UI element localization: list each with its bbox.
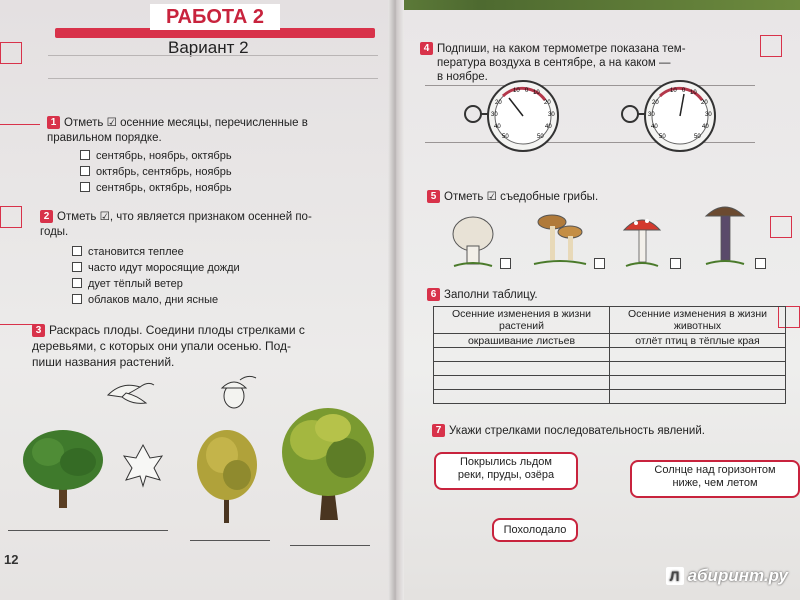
table-cell[interactable]: [610, 376, 786, 390]
checkbox[interactable]: [72, 294, 82, 304]
watermark-logo: Л: [666, 567, 684, 585]
task-1-options: [80, 148, 232, 196]
scale-label: 50: [694, 134, 701, 140]
table-row: [434, 376, 786, 390]
table-cell[interactable]: [434, 348, 610, 362]
table-cell[interactable]: [610, 390, 786, 404]
mushroom-icon: [620, 210, 665, 270]
option-label: сентябрь, ноябрь, октябрь: [96, 150, 232, 162]
task-4-text-2: пература воздуха в сентябре, а на каком —: [437, 57, 671, 69]
column-header: Осенние изменения в жизни животных: [610, 307, 786, 334]
mushroom-icon: [448, 212, 498, 270]
option[interactable]: [72, 292, 240, 308]
table-cell[interactable]: [434, 362, 610, 376]
option[interactable]: [72, 244, 240, 260]
page-title: РАБОТА 2: [150, 4, 280, 30]
table-row: [434, 390, 786, 404]
option-label: облаков мало, дни ясные: [88, 294, 219, 306]
event-box-text: Покрылись льдом: [460, 456, 552, 468]
margin-line: [0, 124, 40, 125]
task-1: [47, 116, 382, 146]
task-3-text-3: пиши названия растений.: [32, 355, 175, 369]
thermometer-icon: [612, 80, 722, 155]
scale-label: 30: [648, 112, 655, 118]
tree-icon: [18, 420, 108, 510]
checkbox[interactable]: [670, 258, 681, 269]
table-cell[interactable]: [610, 362, 786, 376]
table-cell[interactable]: [434, 390, 610, 404]
task-2-text-2: годы.: [40, 226, 69, 238]
task-3-text: Раскрась плоды. Соедини плоды стрелками с: [49, 323, 305, 337]
tree-icon: [278, 400, 378, 525]
mushroom-icon: [530, 208, 590, 270]
page-number: 12: [4, 552, 19, 567]
scale-label: 20: [652, 100, 659, 106]
task-number: 2: [40, 210, 53, 223]
fill-in-table: [433, 306, 786, 404]
option-label: сентябрь, октябрь, ноябрь: [96, 182, 232, 194]
option-label: становится теплее: [88, 246, 184, 258]
task-5: [427, 190, 598, 205]
scale-label: 40: [651, 124, 658, 130]
task-5-text: Отметь ☑ съедобные грибы.: [444, 191, 599, 203]
task-3: [32, 322, 382, 370]
checkbox[interactable]: [80, 182, 90, 192]
checkbox[interactable]: [72, 278, 82, 288]
watermark: [666, 566, 788, 586]
option-label: дует тёплый ветер: [88, 278, 183, 290]
checkbox[interactable]: [80, 166, 90, 176]
scale-label: 20: [701, 100, 708, 106]
scale-label: 20: [495, 100, 502, 106]
scale-label: 10: [670, 88, 677, 94]
table-cell[interactable]: [610, 348, 786, 362]
watermark-text: абиринт.ру: [687, 566, 788, 585]
margin-square: [0, 206, 22, 228]
task-7: [432, 424, 705, 439]
table-cell: отлёт птиц в тёплые края: [610, 334, 786, 348]
mushroom-icon: [700, 198, 750, 270]
option[interactable]: [72, 260, 240, 276]
scale-label: 50: [537, 134, 544, 140]
scale-label: 50: [659, 134, 666, 140]
task-7-text: Укажи стрелками последовательность явлений.: [449, 425, 705, 437]
scale-label: 0: [525, 88, 529, 94]
maple-seed-icon: [100, 375, 160, 415]
task-4-text-3: в ноябре.: [437, 71, 488, 83]
task-number: 4: [420, 42, 433, 55]
task-4: [420, 42, 755, 84]
variant-label: Вариант 2: [168, 38, 249, 57]
tree-icon: [192, 420, 262, 525]
scale-label: 40: [545, 124, 552, 130]
scale-label: 50: [502, 134, 509, 140]
scale-label: 40: [702, 124, 709, 130]
margin-square: [760, 35, 782, 57]
table-cell[interactable]: [434, 376, 610, 390]
ruled-lines: [48, 55, 378, 79]
event-box-text: реки, пруды, озёра: [457, 469, 555, 481]
checkbox[interactable]: [72, 262, 82, 272]
event-box-text: ниже, чем летом: [672, 477, 758, 489]
table-header: [434, 307, 786, 334]
scale-label: 30: [705, 112, 712, 118]
task-6: [427, 288, 538, 303]
event-box[interactable]: [434, 452, 578, 490]
task-2-text: Отметь ☑, что является признаком осенней по-: [57, 211, 312, 223]
checkbox[interactable]: [72, 246, 82, 256]
task-3-text-2: деревьями, с которых они упали осенью. Под-: [32, 339, 292, 353]
scale-label: 30: [548, 112, 555, 118]
task-number: 3: [32, 324, 45, 337]
scale-label: 20: [544, 100, 551, 106]
option-label: часто идут моросящие дожди: [88, 262, 240, 274]
checkbox[interactable]: [755, 258, 766, 269]
answer-line: [8, 530, 168, 531]
scale-label: 10: [533, 90, 540, 96]
scale-label: 10: [690, 90, 697, 96]
task-4-text: Подпиши, на каком термометре показана тем-: [437, 43, 686, 55]
checkbox[interactable]: [500, 258, 511, 269]
task-6-text: Заполни таблицу.: [444, 289, 538, 301]
task-number: 7: [432, 424, 445, 437]
task-1-text-2: правильном порядке.: [47, 132, 162, 144]
checkbox[interactable]: [594, 258, 605, 269]
scale-label: 40: [494, 124, 501, 130]
leaf-icon: [118, 440, 168, 490]
task-number: 5: [427, 190, 440, 203]
answer-line: [190, 540, 270, 541]
event-box[interactable]: [630, 460, 800, 498]
task-number: 1: [47, 116, 60, 129]
answer-line: [290, 545, 370, 546]
option[interactable]: [80, 164, 232, 180]
option[interactable]: [80, 180, 232, 196]
event-box[interactable]: [492, 518, 578, 542]
task-2: [40, 210, 380, 240]
task-number: 6: [427, 288, 440, 301]
book-spine: [388, 0, 404, 600]
thermometer-icon: [455, 80, 565, 155]
event-box-text: Солнце над горизонтом: [654, 464, 776, 476]
scale-label: 30: [491, 112, 498, 118]
task-1-text: Отметь ☑ осенние месяцы, перечисленные в: [64, 117, 308, 129]
table-cell: окрашивание листьев: [434, 334, 610, 348]
acorn-icon: [212, 372, 262, 412]
scale-label: 10: [513, 88, 520, 94]
table-row: [434, 348, 786, 362]
option-label: октябрь, сентябрь, ноябрь: [96, 166, 232, 178]
table-row: [434, 334, 786, 348]
task-2-options: [72, 244, 240, 308]
option[interactable]: [72, 276, 240, 292]
checkbox[interactable]: [80, 150, 90, 160]
column-header: Осенние изменения в жизни растений: [434, 307, 610, 334]
scale-label: 0: [682, 88, 686, 94]
table-row: [434, 362, 786, 376]
margin-square: [770, 216, 792, 238]
event-box-text: Похолодало: [503, 524, 567, 536]
option[interactable]: [80, 148, 232, 164]
margin-square: [0, 42, 22, 64]
